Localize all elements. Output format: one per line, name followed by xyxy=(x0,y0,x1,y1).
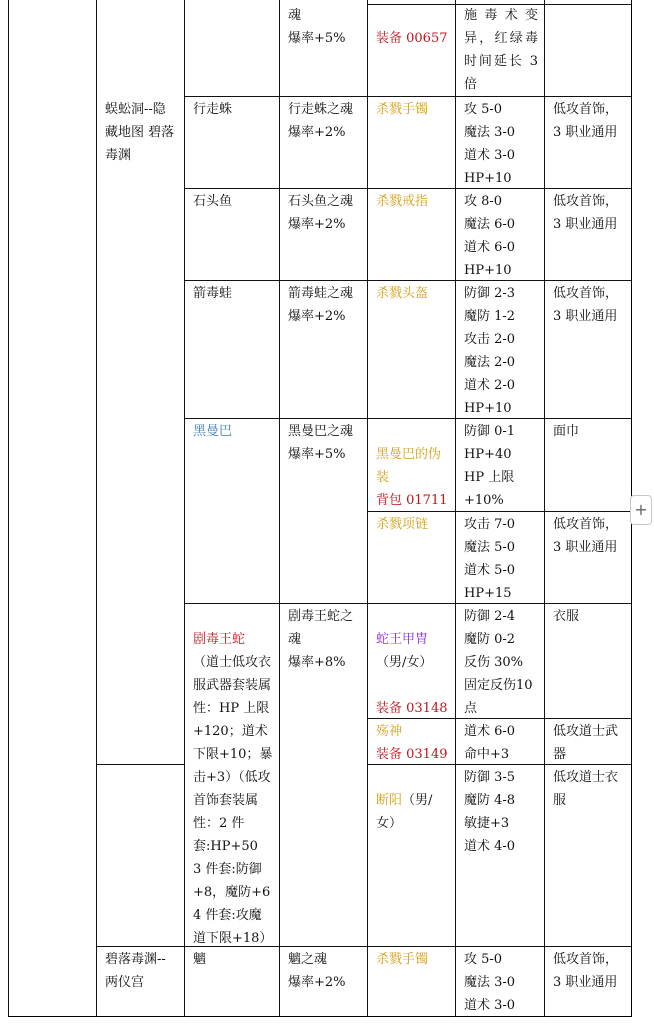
soul-cell: 黑曼巴之魂 爆率+5% xyxy=(288,424,354,462)
attr-cell: 防御 3-5 魔防 4-8 敏捷+3 道术 4-0 xyxy=(464,770,516,854)
attr-cell: 攻击 7-0 魔法 5-0 道术 5-0 HP+15 xyxy=(464,517,516,601)
add-row-button[interactable]: + xyxy=(630,495,652,525)
soul-cell: 剧毒王蛇之魂 爆率+8% xyxy=(288,609,354,670)
note-cell: 面巾 xyxy=(553,424,580,439)
item-name: 断阳 xyxy=(376,793,403,808)
soul-cell: 石头鱼之魂 爆率+2% xyxy=(288,194,354,232)
attr-cell: 攻 8-0 魔法 6-0 道术 6-0 HP+10 xyxy=(464,194,516,278)
monster-cell: 魑 xyxy=(193,952,207,967)
attr-cell: 道术 6-0 命中+3 xyxy=(464,724,516,762)
attr-cell: 防御 2-4 魔防 0-2 反伤 30% 固定反伤10 点 xyxy=(464,609,533,716)
row-border xyxy=(96,764,184,765)
item-sub: （男/女） xyxy=(376,793,433,831)
item-cell: 杀戮戒指 xyxy=(376,194,429,209)
soul-cell: 魂 爆率+5% xyxy=(288,8,346,46)
note-cell: 低攻首饰，3 职业通用 xyxy=(553,952,619,990)
item-cell: 杀戮手镯 xyxy=(376,102,429,117)
item-code: 装备 03148 xyxy=(376,701,448,716)
monster-cell: 箭毒蛙 xyxy=(193,286,233,301)
note-cell: 衣服 xyxy=(553,609,580,624)
item-sub: （男/女） xyxy=(376,655,433,670)
attr-cell: 攻 5-0 魔法 3-0 道术 3-0 xyxy=(464,952,516,1013)
attr-cell: 防御 0-1 HP+40 HP 上限+10% xyxy=(464,424,516,508)
item-cell xyxy=(368,764,455,835)
table-bottom-border xyxy=(8,1016,632,1017)
note-cell: 低攻首饰，3 职业通用 xyxy=(553,517,619,555)
attr-cell: 防御 2-3 魔防 1-2 攻击 2-0 魔法 2-0 道术 2-0 HP+10 xyxy=(464,286,516,416)
monster-cell: 行走蛛 xyxy=(193,102,233,117)
col-border xyxy=(544,0,545,96)
item-code: 背包 01711 xyxy=(376,493,448,508)
map-cell: 蜈蚣洞--隐藏地图 碧落毒渊 xyxy=(105,102,175,163)
soul-cell: 箭毒蛙之魂 爆率+2% xyxy=(288,286,354,324)
monster-cell: 黑曼巴 xyxy=(193,424,233,439)
monster-name: 剧毒王蛇 xyxy=(193,632,246,647)
note-cell: 低攻首饰，3 职业通用 xyxy=(553,102,619,140)
attr-cell: 施毒术变异，红绿毒时间延长 3 倍 xyxy=(464,8,538,92)
attr-cell: 攻 5-0 魔法 3-0 道术 3-0 HP+10 xyxy=(464,102,516,186)
monster-cell: 石头鱼 xyxy=(193,194,233,209)
item-cell: 杀戮手镯 xyxy=(376,952,429,967)
note-cell: 低攻道士武器 xyxy=(553,724,619,762)
item-name: 黑曼巴的伪装 xyxy=(376,447,442,485)
monster-cell xyxy=(185,603,279,973)
item-name: 蛇王甲胄 xyxy=(376,632,429,647)
col-border xyxy=(8,0,9,1017)
item-cell: 殇神 xyxy=(376,724,403,739)
soul-cell: 行走蛛之魂 爆率+2% xyxy=(288,102,354,140)
item-cell: 杀戮项链 xyxy=(376,517,429,532)
item-code: 装备 03149 xyxy=(376,747,448,762)
item-code: 装备 00657 xyxy=(376,31,448,46)
note-cell: 低攻首饰，3 职业通用 xyxy=(553,286,619,324)
note-cell: 低攻道士衣服 xyxy=(553,770,619,808)
soul-cell: 魑之魂 爆率+2% xyxy=(288,952,346,990)
set-bonus-desc: （道士低攻衣服武器套装属性：HP 上限+120；道术下限+10；暴击+3）（低攻首饰套装属性：2 件套:HP+50 3 件套:防御+8，魔防+6 4 件套:攻魔道下限+18） xyxy=(193,655,273,946)
map-cell: 碧落毒渊--两仪宫 xyxy=(105,952,166,990)
col-border xyxy=(279,0,280,1017)
note-cell: 低攻首饰，3 职业通用 xyxy=(553,194,619,232)
item-cell: 杀戮头盔 xyxy=(376,286,429,301)
item-cell xyxy=(368,603,455,789)
